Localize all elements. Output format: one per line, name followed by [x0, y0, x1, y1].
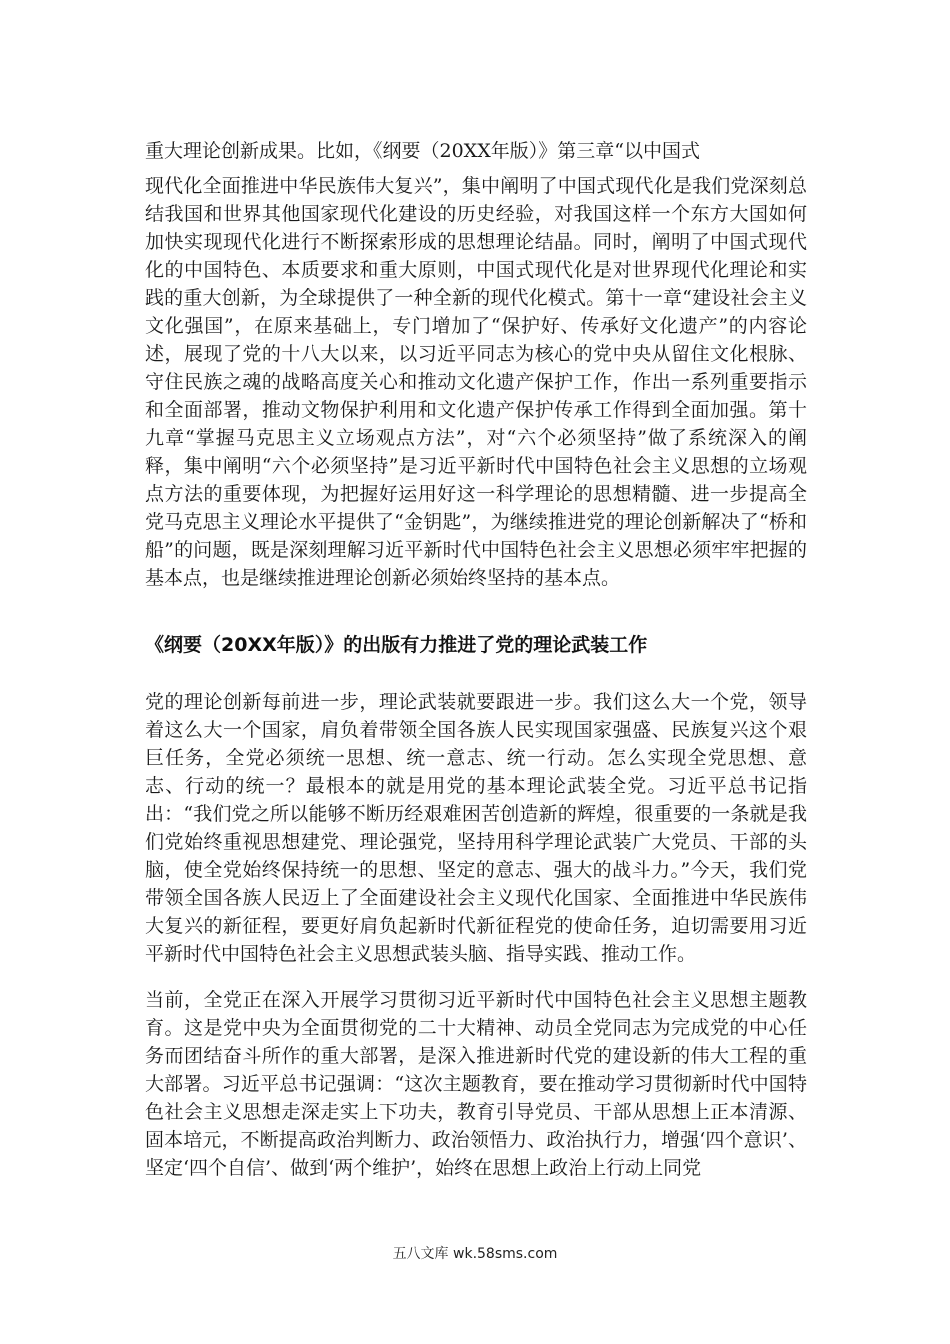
paragraph-theory-armament: 党的理论创新每前进一步，理论武装就要跟进一步。我们这么大一个党，领导着这么大一个国家，肩负着带领全国各族人民实现国家强盛、民族复兴这个艰巨任务，全党必须统一思想、统一意志、统一行动。怎么实现全党思想、意志、行动的统一？最根本的就是用党的基本理论武装全党。习近平总书记指出：“我们党之所以能够不断历经艰难困苦创造新的辉煌，很重要的一条就是我们党始终重视思想建党、理论强党，坚持用科学理论武装广大党员、干部的头脑，使全党始终保持统一的思想、坚定的意志、强大的战斗力。”今天，我们党带领全国各族人民迈上了全面建设社会主义现代化国家、全面推进中华民族伟大复兴的新征程，要更好肩负起新时代新征程党的使命任务，迫切需要用习近平新时代中国特色社会主义思想武装头脑、指导实践、推动工作。	[145, 691, 807, 965]
footer-watermark: 五八文库 wk.58sms.com	[392, 1246, 558, 1262]
continuation-line: 重大理论创新成果。比如，《纲要（20XX年版）》第三章“以中国式	[145, 140, 700, 162]
paragraph-chapter-summary: 现代化全面推进中华民族伟大复兴”，集中阐明了中国式现代化是我们党深刻总结我国和世界其他国家现代化建设的历史经验，对我国这样一个东方大国如何加快实现现代化进行不断探索形成的思想理论结晶。同时，阐明了中国式现代化的中国特色、本质要求和重大原则，中国式现代化是对世界现代化理论和实践的重大创新，为全球提供了一种全新的现代化模式。第十一章“建设社会主义文化强国”，在原来基础上，专门增加了“保护好、传承好文化遗产”的内容论述，展现了党的十八大以来，以习近平同志为核心的党中央从留住文化根脉、守住民族之魂的战略高度关心和推动文化遗产保护工作，作出一系列重要指示和全面部署，推动文物保护利用和文化遗产保护传承工作得到全面加强。第十九章“掌握马克思主义立场观点方法”，对“六个必须坚持”做了系统深入的阐释，集中阐明“六个必须坚持”是习近平新时代中国特色社会主义思想的立场观点方法的重要体现，为把握好运用好这一科学理论的思想精髓、进一步提高全党马克思主义理论水平提供了“金钥匙”，为继续推进党的理论创新解决了“桥和船”的问题，既是深刻理解习近平新时代中国特色社会主义思想必须牢牢把握的基本点，也是继续推进理论创新必须始终坚持的基本点。	[145, 175, 807, 589]
paragraph-theme-education: 当前，全党正在深入开展学习贯彻习近平新时代中国特色社会主义思想主题教育。这是党中央为全面贯彻党的二十大精神、动员全党同志为完成党的中心任务而团结奋斗所作的重大部署，是深入推进新时代党的建设新的伟大工程的重大部署。习近平总书记强调：“这次主题教育，要在推动学习贯彻新时代中国特色社会主义思想走深走实上下功夫，教育引导党员、干部从思想上正本清源、固本培元，不断提高政治判断力、政治领悟力、政治执行力，增强‘四个意识’、坚定‘四个自信’、做到‘两个维护’，始终在思想上政治上行动上同党	[145, 989, 807, 1179]
section-heading: 《纲要（20XX年版）》的出版有力推进了党的理论武装工作	[145, 634, 648, 656]
